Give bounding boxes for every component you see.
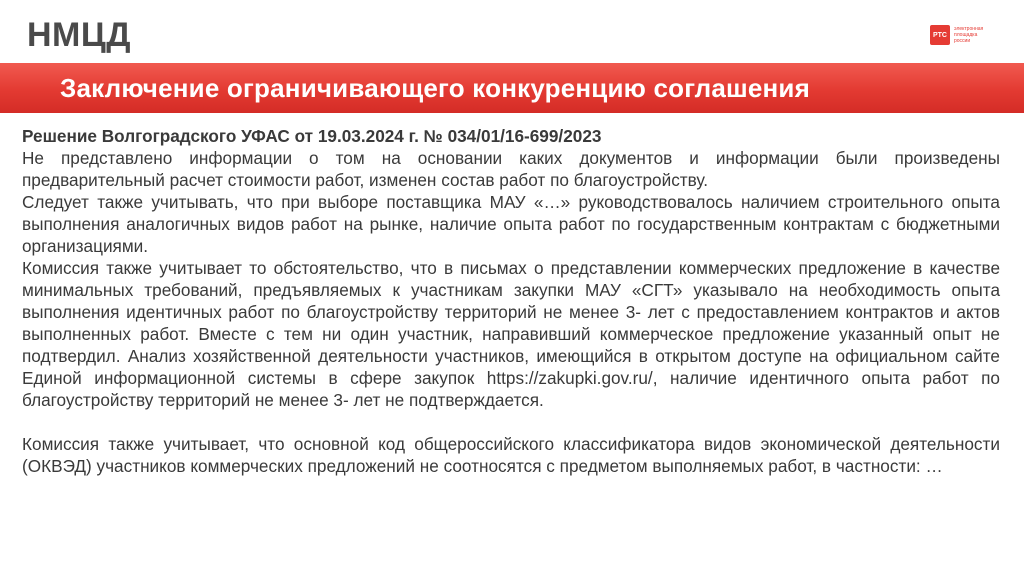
rts-logo-tagline-line: электронная: [954, 26, 984, 32]
rts-logo-tagline-line: россии: [954, 38, 971, 44]
paragraph: Комиссия также учитывает то обстоятельство, что в письмах о представлении коммерческих предложение в качестве минимальных требований, предъявляемых к участникам закупки МАУ «СГТ» указывало на необходимость опыта выполнения идентичных работ по благоустройству территорий не менее 3- лет с предоставлением контрактов и актов выполненных работ. Вместе с тем ни один участник, направивший коммерческое предложение указанный опыт не подтвердил. Анализ хозяйственной деятельности участников, имеющийся в открытом доступе на официальном сайте Единой информационной системы в сфере закупок https://zakupki.gov.ru/, наличие идентичного опыта работ по благоустройству территорий не менее 3- лет не подтверждается.: [22, 258, 1000, 410]
banner-title: Заключение ограничивающего конкуренцию соглашения: [60, 72, 810, 103]
rts-logo-mark: РТС: [930, 25, 950, 45]
paragraph-spacer: [22, 411, 1000, 433]
rts-logo: [930, 22, 1002, 48]
rts-logo-tagline-line: площадка: [954, 32, 978, 38]
decision-heading: Решение Волгоградского УФАС от 19.03.2024 г. № 034/01/16-699/2023: [22, 126, 602, 146]
paragraph: Следует также учитывать, что при выборе поставщика МАУ «…» руководствовалось наличием строительного опыта выполнения аналогичных видов работ на рынке, наличие опыта работ по государственным контрактам с бюджетными организациями.: [22, 192, 1000, 256]
paragraph: Комиссия также учитывает, что основной код общероссийского классификатора видов экономической деятельности (ОКВЭД) участников коммерческих предложений не соотносятся с предметом выполняемых работ, в частности: …: [22, 434, 1000, 476]
rts-logo-tagline: [954, 26, 983, 44]
paragraph: Не представлено информации о том на основании каких документов и информации были произведены предварительный расчет стоимости работ, изменен состав работ по благоустройству.: [22, 148, 1000, 190]
page-title: НМЦД: [27, 16, 131, 54]
body-text: [22, 125, 1000, 477]
title-banner: [0, 63, 1024, 113]
